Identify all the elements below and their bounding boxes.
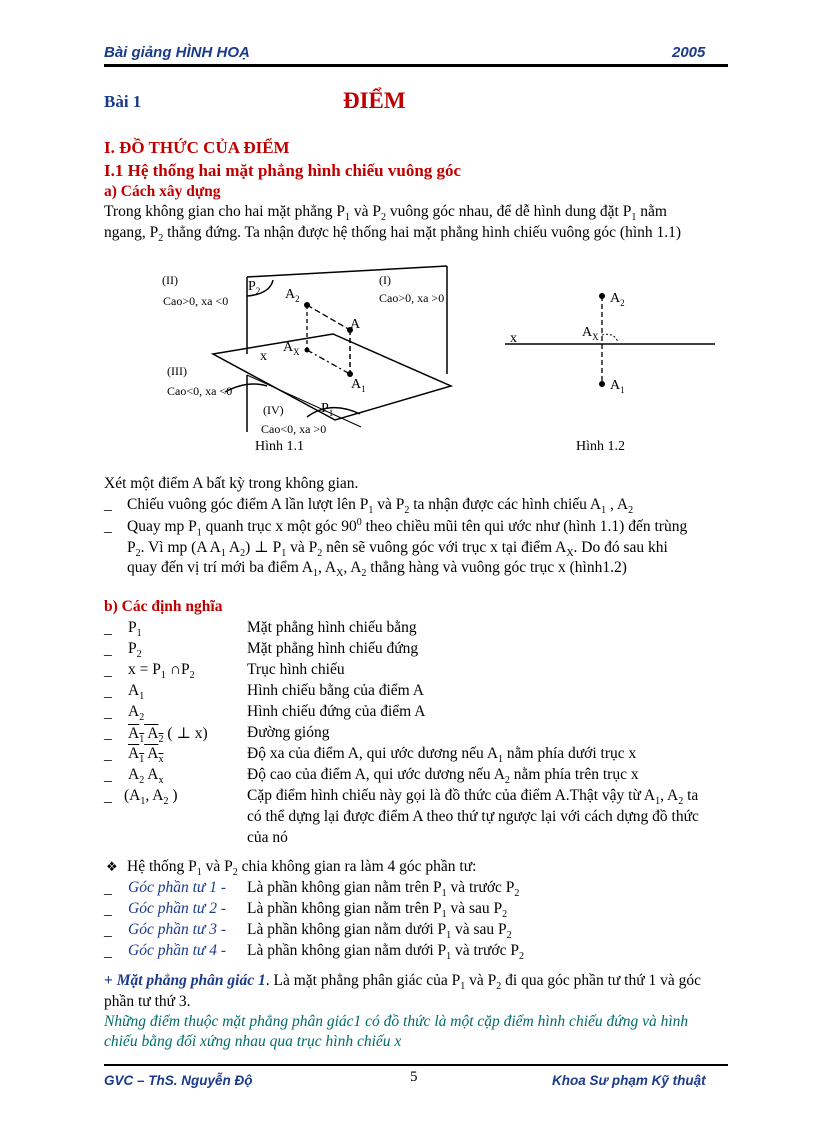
point-a2	[599, 293, 605, 299]
def-text-a1ax: Độ xa của điểm A, qui ước dương nếu $A_1$ nằm phía dưới trục x	[247, 745, 637, 766]
bullet-dash: _	[104, 641, 112, 658]
def-text-a1a2: Đường gióng	[247, 724, 330, 741]
point-a1	[599, 381, 605, 387]
p2-top-edge	[247, 266, 447, 277]
body-line-2: Quay mp $P_1$ quanh trục x một góc $90^0$ theo chiều mũi tên qui ước như (hình 1.1) đến trùng	[127, 517, 688, 539]
label-a1: $A_1$	[610, 378, 625, 395]
point-ax	[305, 348, 310, 353]
label-a2: $A_2$	[610, 291, 625, 308]
bullet-dash: _	[104, 767, 112, 784]
quadrant-1-desc: Là phần không gian nằm trên $P_1$ và trước $P_2$	[247, 879, 520, 900]
quadrant-1-label: (I)	[379, 273, 391, 287]
bisector-note-1: Những điểm thuộc mặt phẳng phân giác1 có đồ thức là một cặp điểm hình chiếu đứng và hình	[104, 1013, 689, 1030]
def-key-x: $x = P_1$ $\cap P_2$	[128, 661, 195, 682]
quadrant-2-label: (II)	[162, 273, 178, 287]
figure-1-2	[500, 280, 730, 460]
bullet-dash: _	[104, 746, 112, 763]
def-key-p1: $P_1$	[128, 619, 142, 640]
quadrant-3-cond: Cao<0, xa <0	[167, 384, 233, 398]
label-a1: $A_1$	[351, 377, 366, 394]
defs-heading: b) Các định nghĩa	[104, 598, 223, 615]
a-a2-line	[307, 305, 350, 330]
bullet-dash: _	[104, 683, 112, 700]
quadrant-1-name: Góc phần tư 1 -	[128, 879, 226, 896]
axis-label: x	[510, 331, 517, 346]
quadrant-4-desc: Là phần không gian nằm dưới $P_1$ và trước $P_2$	[247, 942, 524, 963]
header-rule	[104, 64, 728, 67]
bullet-dash: _	[104, 788, 112, 805]
bullet-dash: _	[104, 518, 112, 535]
bisector-line-1: + Mặt phẳng phân giác 1. Là mặt phẳng phân giác của $P_1$ và $P_2$ đi qua góc phần tư thứ 1 và góc	[104, 972, 702, 993]
intro-line-1: Trong không gian cho hai mặt phẳng $P_1$ và $P_2$ vuông góc nhau, để dễ hình dung đặt $P_1$ nằm	[104, 203, 667, 224]
footer-faculty: Khoa Sư phạm Kỹ thuật	[552, 1073, 706, 1088]
header-title: Bài giảng HÌNH HOẠ	[104, 44, 250, 61]
def-key-a2: $A_2$	[128, 703, 145, 724]
bisector-note-2: chiếu bằng đối xứng nhau qua trục hình chiếu x	[104, 1033, 402, 1050]
ax-a1-line	[307, 350, 350, 374]
quadrant-3-name: Góc phần tư 3 -	[128, 921, 226, 938]
def-text-a2: Hình chiếu đứng của điểm A	[247, 703, 426, 720]
point-a2	[304, 302, 310, 308]
footer-rule	[104, 1064, 728, 1066]
bullet-dash: _	[104, 662, 112, 679]
def-text-pair-1: Cặp điểm hình chiếu này gọi là đồ thức của điểm A.Thật vậy từ $A_1$, $A_2$ ta	[247, 787, 699, 808]
quadrant-intro: Hệ thống $P_1$ và $P_2$ chia không gian ra làm 4 góc phần tư:	[127, 858, 477, 879]
quadrant-3-label: (III)	[167, 364, 187, 378]
figure-1-1-caption: Hình 1.1	[255, 439, 304, 452]
def-text-pair-2: có thể dựng lại được điểm A theo thứ tự ngược lại với cách dựng đồ thức	[247, 808, 699, 825]
def-text-pair-3: của nó	[247, 829, 288, 846]
bullet-dash: _	[104, 496, 112, 513]
bullet-dash: _	[104, 725, 112, 742]
def-text-a2ax: Độ cao của điểm A, qui ước dương nếu $A_2$ nằm phía trên trục x	[247, 766, 639, 787]
quadrant-4-label: (IV)	[263, 403, 284, 417]
def-key-a1ax: $A_1$ $A_x$	[128, 745, 164, 766]
bullet-dash: _	[104, 901, 112, 918]
quadrant-2-name: Góc phần tư 2 -	[128, 900, 226, 917]
p1-front-edge	[247, 375, 361, 427]
body-line-1: Chiếu vuông góc điểm A lần lượt lên $P_1$ và $P_2$ ta nhận được các hình chiếu $A_1$ , $A_2$	[127, 496, 634, 517]
def-key-pair: ($A_1$, $A_2$ )	[124, 787, 178, 808]
def-key-a1: $A_1$	[128, 682, 145, 703]
quadrant-2-cond: Cao>0, xa <0	[163, 294, 229, 308]
section-subtitle: I.1 Hệ thống hai mặt phẳng hình chiếu vuông góc	[104, 161, 462, 180]
bullet-dash: _	[104, 943, 112, 960]
def-key-a2ax: $A_2$ $A_x$	[128, 766, 164, 787]
section-title: I. ĐỒ THỨC CỦA ĐIỂM	[104, 138, 290, 157]
bullet-dash: _	[104, 880, 112, 897]
quadrant-4-cond: Cao<0, xa >0	[261, 422, 327, 436]
label-a2: $A_2$	[285, 287, 300, 304]
label-a: A	[350, 317, 361, 332]
lesson-number: Bài 1	[104, 92, 142, 111]
bisector-line-2: phần tư thứ 3.	[104, 993, 191, 1010]
label-p1: $P_1$	[321, 401, 334, 418]
body-line-4: quay đến vị trí mới ba điểm $A_1$, $A_X$, $A_2$ thẳng hàng và vuông góc trục x (hình1.2)	[127, 559, 627, 580]
consider-line: Xét một điểm A bất kỳ trong không gian.	[104, 475, 359, 492]
diamond-bullet-icon: ❖	[106, 859, 118, 874]
label-x: x	[260, 349, 267, 364]
label-p2: $P_2$	[248, 279, 261, 296]
bullet-dash: _	[104, 704, 112, 721]
quadrant-3-desc: Là phần không gian nằm dưới $P_1$ và sau $P_2$	[247, 921, 512, 942]
lesson-title: ĐIỂM	[343, 88, 406, 113]
def-text-p1: Mặt phẳng hình chiếu bằng	[247, 619, 417, 636]
header-year: 2005	[672, 44, 706, 61]
rotation-arc	[602, 334, 618, 342]
def-key-a1a2: $A_1$ $A_2$ ( ⊥ x)	[128, 725, 208, 746]
quadrant-1-cond: Cao>0, xa >0	[379, 291, 445, 305]
bullet-dash: _	[104, 620, 112, 637]
label-ax: $A_X$	[582, 325, 599, 342]
def-text-a1: Hình chiếu bằng của điểm A	[247, 682, 424, 699]
quadrant-2-desc: Là phần không gian nằm trên $P_1$ và sau $P_2$	[247, 900, 508, 921]
def-text-x: Trục hình chiếu	[247, 661, 345, 678]
def-key-p2: $P_2$	[128, 640, 142, 661]
footer-author: GVC – ThS. Nguyễn Độ	[104, 1073, 253, 1088]
quadrant-4-name: Góc phần tư 4 -	[128, 942, 226, 959]
figure-1-2-caption: Hình 1.2	[576, 439, 625, 454]
page-number: 5	[410, 1069, 418, 1085]
def-text-p2: Mặt phẳng hình chiếu đứng	[247, 640, 419, 657]
part-a-heading: a) Cách xây dựng	[104, 183, 221, 200]
figure-1-1	[155, 262, 470, 452]
label-ax: $A_X$	[283, 340, 300, 357]
body-line-3: $P_2$. Vì mp (A $A_1$ $A_2$) ⊥ $P_1$ và $P_2$ nên sẽ vuông góc với trục x tại điểm $A_X$. Do đó sau khi	[127, 539, 668, 560]
bullet-dash: _	[104, 922, 112, 939]
intro-line-2: ngang, $P_2$ thẳng đứng. Ta nhận được hệ thống hai mặt phẳng hình chiếu vuông góc (hình 1.1)	[104, 224, 682, 245]
